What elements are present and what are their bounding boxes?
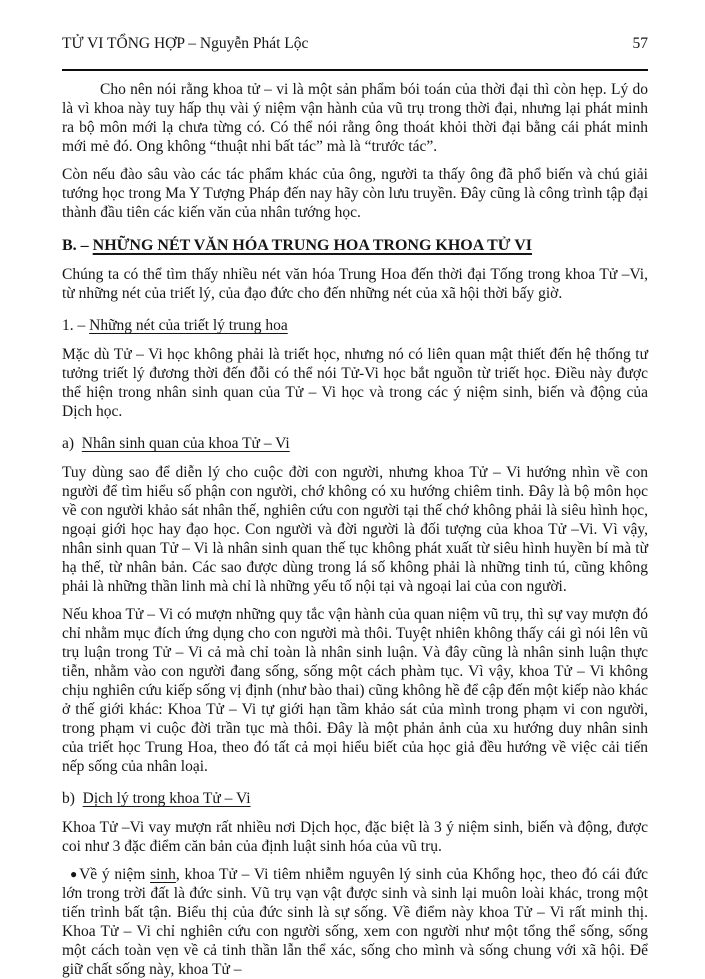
section-heading-b [62,236,648,255]
header-divider-rule [62,69,648,71]
bullet-lead-text: Về ý niệm [79,866,151,883]
page-number: 57 [632,35,648,52]
subheading-text: Những nét của triết lý trung hoa [89,317,288,334]
bullet-underlined-term: sinh [150,866,176,883]
running-title: TỬ VI TỔNG HỢP – Nguyễn Phát Lộc [62,35,309,52]
paragraph-intro: Cho nên nói rằng khoa tử – vi là một sản phẩm bói toán của thời đại thì còn hẹp. Lý do là vì khoa này tuy hấp thụ vài ý niệm vận hành của vũ trụ trong thời đại, nhưng lại phát minh ra bộ môn mới lạ chưa từng có. Có thể nói rằng ông thoát khỏi thời đại bằng cái phát minh mới mẻ đó. Ong không “thuật nhi bất tác” mà là “trước tác”. [62,81,648,155]
subheading-a-nhan-sinh-quan [62,434,648,453]
paragraph-van-hoa: Chúng ta có thể tìm thấy nhiều nét văn hóa Trung Hoa đến thời đại Tống trong khoa Tử –Vi, từ những nét của triết lý, của đạo đức cho đến những nét của xã hội thời bấy giờ. [62,266,648,302]
subheading-b-dich-ly [62,789,648,808]
subheading-text: Dịch lý trong khoa Tử – Vi [82,790,251,807]
section-heading-text: NHỮNG NÉT VĂN HÓA TRUNG HOA TRONG KHOA TỬ VI [92,237,533,254]
page-header [62,34,648,54]
bullet-rest-text: , khoa Tử – Vi tiêm nhiễm nguyên lý sinh của Khổng học, theo đó cái đức lớn trong trời đất là đức sinh. Vũ trụ vạn vật được sinh và sinh lại muôn loài khác, trong một tiến trình bất tận. Biểu thị của đức sinh là sự sống. Về điểm này khoa Tử – Vi rất minh thị. Khoa Tử – Vi chỉ nghiên cứu con người sống, xem con người như một tổng thể sống, sống một cách toàn vẹn về cả tinh thần lẫn thể xác, sống cho mình và sống chung với xã hội. Để giữ chất sống này, khoa Tử – [62,866,648,978]
subheading-prefix: 1. – [62,317,90,334]
section-heading-prefix: B. – [62,237,93,254]
subheading-prefix: b) [62,790,83,807]
subheading-text: Nhân sinh quan của khoa Tử – Vi [81,435,290,452]
paragraph-dich-hoc: Khoa Tử –Vi vay mượn rất nhiều nơi Dịch học, đặc biệt là 3 ý niệm sinh, biến và động, được coi như 3 đặc điểm căn bản của định luật sinh hóa của vũ trụ. [62,819,648,855]
subheading-prefix: a) [62,435,82,452]
paragraph-nhan-sinh-luan: Nếu khoa Tử – Vi có mượn những quy tắc vận hành của quan niệm vũ trụ, thì sự vay mượn đó chỉ nhằm mục đích ứng dụng cho con người mà thôi. Tuyệt nhiên không thấy cái gì nói lên vũ trụ luận trong Tử – Vi cả mà chỉ toàn là nhân sinh luận. Và đây cũng là nhân sinh luận thực tiễn, nhằm vào con người đang sống, sống một cách phàm tục. Vì vậy, khoa Tử – Vi không chịu nghiên cứu kiếp sống vị định (như bào thai) cũng không hề để cập đến một kiếp nào khác ở thế giới khác: Khoa Tử – Vi tự giới hạn tầm khảo sát của mình trong phạm vi con người, trong phạm vi cuộc đời trần tục mà thôi. Đây là một phản ảnh của xu hướng duy nhân sinh của triết học Trung Hoa, theo đó tất cả mọi hiểu biết của học giả đều hướng về việc cải tiến nếp sống của nhân loại. [62,606,648,775]
paragraph-nhan-sinh-quan: Tuy dùng sao để diễn lý cho cuộc đời con người, nhưng khoa Tử – Vi hướng nhìn về con người để tìm hiểu số phận con người, chớ không có xu hướng chiêm tinh. Đây là bộ môn học về con người khảo sát nhân thế, nghiên cứu con người tại thế chớ không phải là siêu hình học, ngoại giới học hay đạo học. Con người và đời người là đối tượng của khoa Tử –Vi. Vì vậy, nhân sinh quan Tử – Vi là nhân sinh quan thế tục không phát xuất từ siêu hình huyền bí mà từ hạ thế, từ nhân bản. Các sao được dùng trong lá số không phải là những tinh tú, cũng không phải là những thần linh mà chỉ là những yếu tố nội tại và ngoại lai của con người. [62,464,648,595]
page-body [62,80,648,979]
subheading-1-triet-ly [62,316,648,335]
bullet-paragraph-y-niem-sinh [62,865,648,979]
paragraph-triet-hoc: Mặc dù Tử – Vi học không phải là triết học, nhưng nó có liên quan mật thiết đến hệ thống tư tưởng triết lý đương thời đến đỗi có thể nói Tử-Vi học bắt nguồn từ triết học. Điều này được thể hiện trong nhân sinh quan của Tử – Vi học và trong các ý niệm sinh, biến và động của Dịch học. [62,346,648,420]
bullet-icon: ● [70,867,80,881]
paragraph-tac-pham: Còn nếu đào sâu vào các tác phẩm khác của ông, người ta thấy ông đã phổ biến và chú giải tướng học trong Ma Y Tượng Pháp đến nay hãy còn lưu truyền. Đây cũng là công trình tập đại thành đầu tiên các kiến văn của nhân tướng học. [62,166,648,221]
